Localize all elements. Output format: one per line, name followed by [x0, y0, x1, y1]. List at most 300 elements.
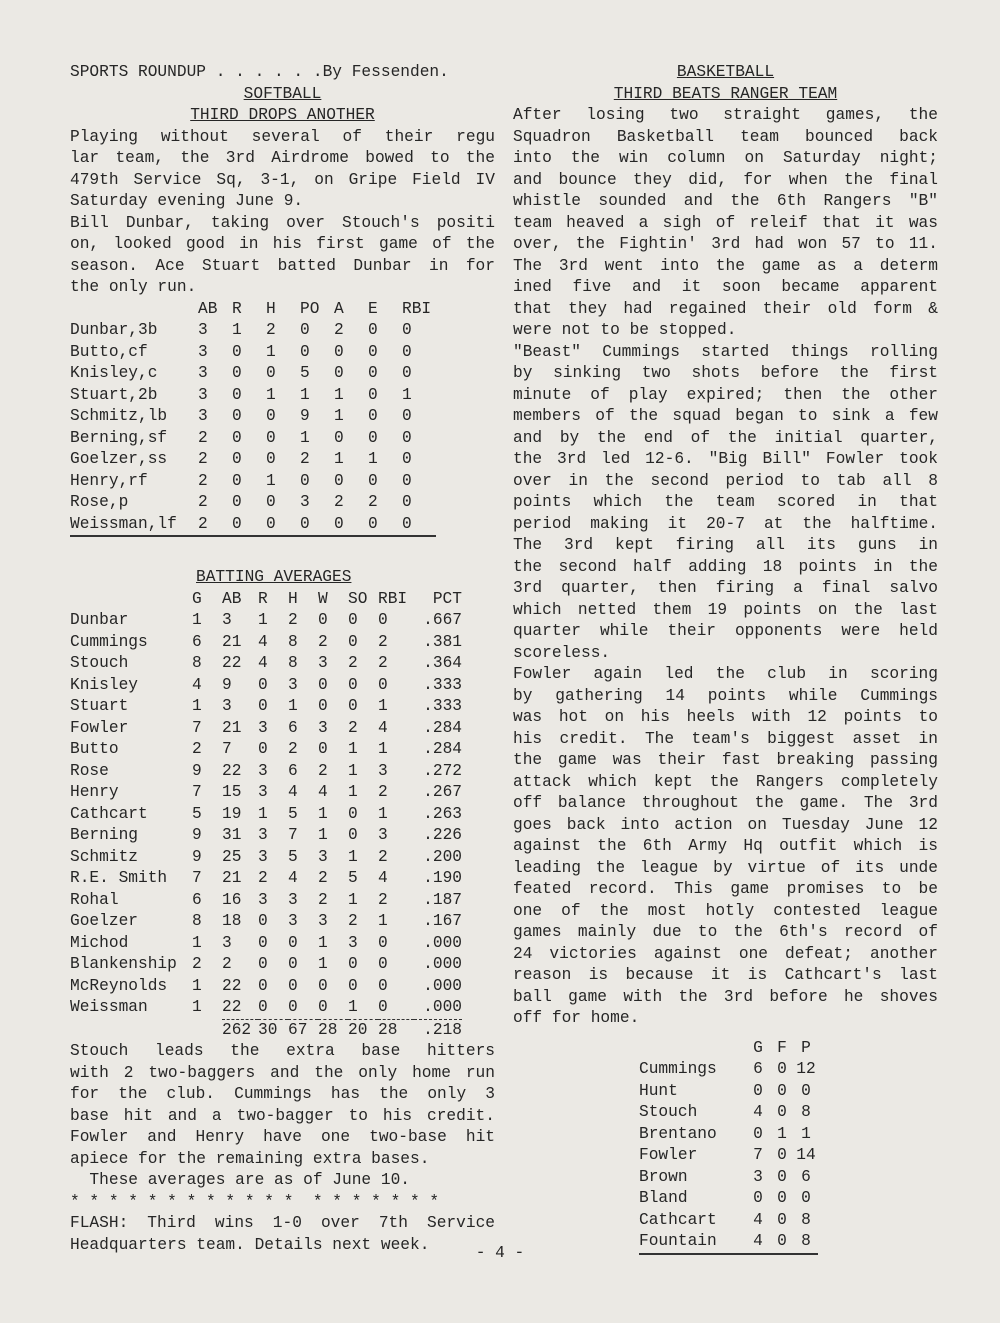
stat-cell: 21 [222, 718, 242, 737]
stat-cell: 0 [266, 407, 276, 425]
stat-cell: .284 [423, 740, 462, 758]
stat-cell: 3 [222, 611, 232, 629]
text-line: attack which kept the Rangers completely [513, 772, 938, 791]
text-line: over, the Fightin' 3rd had won 57 to 11. [513, 235, 938, 253]
stat-cell: 0 [348, 976, 358, 995]
player-name: Henry,rf [70, 471, 148, 490]
stat-cell: 0 [266, 428, 276, 447]
stat-cell: 4 [192, 675, 202, 694]
stat-cell: 2 [318, 761, 328, 780]
averages-row [70, 976, 462, 998]
stat-cell: 0 [402, 342, 412, 361]
stat-cell: .000 [423, 976, 462, 995]
stat-cell: .333 [423, 697, 462, 715]
text-line: scoreless. [513, 643, 611, 662]
stat-cell: 2 [198, 428, 208, 447]
col-header: R [232, 299, 242, 318]
text-line: Bill Dunbar, taking over Stouch's positi [70, 213, 495, 232]
stat-cell: 1 [232, 321, 242, 339]
stat-cell: 3 [198, 385, 208, 404]
scoring-row [639, 1124, 818, 1146]
col-header: PO [300, 299, 320, 318]
stat-cell: 4 [318, 783, 328, 801]
stat-cell: 2 [198, 493, 208, 511]
text-line: reason is because it is Cathcart's last [513, 966, 938, 984]
stat-cell: 1 [801, 1124, 811, 1143]
stat-cell: 1 [334, 407, 344, 425]
stat-cell: 1 [368, 450, 378, 468]
stat-cell: 6 [192, 890, 202, 909]
text-line: After losing two straight games, the [513, 106, 938, 124]
player-name: Michod [70, 933, 129, 952]
stat-cell: 4 [378, 869, 388, 887]
total-cell: .218 [414, 1019, 462, 1041]
averages-row [70, 696, 462, 718]
stat-cell: 8 [288, 654, 298, 672]
text-line: by gathering 14 points while Cummings [513, 686, 938, 705]
stat-cell: 2 [348, 912, 358, 930]
stat-cell: 1 [348, 740, 358, 758]
text-line: Squadron Basketball team bounced back [513, 127, 938, 146]
stat-cell: 0 [368, 385, 378, 404]
stat-cell: 0 [232, 385, 242, 404]
stat-cell: 0 [348, 632, 358, 651]
stat-cell: 0 [402, 450, 412, 468]
stat-cell: 2 [198, 471, 208, 490]
stat-cell: 3 [222, 697, 232, 715]
averages-row [70, 825, 462, 847]
stat-cell: 0 [801, 1081, 811, 1100]
scoring-row [639, 1145, 818, 1167]
player-name: Brown [639, 1167, 688, 1186]
text-line: Saturday evening June 9. [70, 192, 304, 210]
text-line: and by the end of the initial quarter, [513, 428, 938, 447]
stat-cell: 8 [794, 1231, 818, 1254]
box-score-row [70, 449, 436, 471]
text-line: against the 6th Army Hq outfit which is [513, 837, 938, 855]
stat-cell: 0 [334, 428, 344, 447]
stat-cell: 7 [192, 783, 202, 801]
player-name: Stuart [70, 697, 129, 715]
stat-cell: 3 [258, 826, 268, 844]
player-name: Fowler [70, 718, 129, 737]
stat-cell: 1 [378, 912, 388, 930]
col-header: F [777, 1038, 787, 1057]
stat-cell: 21 [222, 632, 242, 651]
stat-cell: 2 [318, 869, 328, 887]
stat-cell: 3 [198, 364, 208, 382]
stat-cell: .267 [423, 783, 462, 801]
stat-cell: 6 [192, 632, 202, 651]
stat-cell: 0 [232, 428, 242, 447]
section-title-basketball: BASKETBALL [676, 63, 775, 81]
stat-cell: 0 [300, 514, 334, 537]
stat-cell: 1 [288, 697, 298, 715]
stat-cell: 4 [378, 718, 388, 737]
col-header: G [753, 1038, 763, 1057]
softball-article-text [70, 127, 495, 299]
stat-cell: 22 [222, 654, 242, 672]
col-header: SO [348, 589, 368, 608]
stat-cell: 1 [266, 471, 276, 490]
stat-cell: 0 [777, 1060, 787, 1078]
stat-cell: 0 [258, 976, 268, 995]
text-line: on, looked good in his first game of the [70, 235, 495, 253]
stat-cell: 5 [288, 847, 298, 866]
averages-row [70, 761, 462, 783]
box-score-row [70, 471, 436, 493]
text-line: Fowler and Henry have one two-base hit [70, 1128, 495, 1146]
text-line: Playing without several of their regu [70, 127, 495, 146]
stat-cell: 3 [348, 933, 358, 952]
stat-cell: 22 [222, 976, 242, 995]
batting-averages-table [70, 589, 462, 1042]
stat-cell: 0 [258, 912, 268, 930]
player-name: Rose [70, 761, 109, 780]
stat-cell: 0 [258, 933, 268, 952]
stat-cell: 6 [288, 718, 298, 737]
player-name: McReynolds [70, 976, 168, 995]
averages-row [70, 847, 462, 869]
stat-cell: 3 [378, 761, 388, 780]
stat-cell: 1 [348, 847, 358, 866]
player-name: Cummings [639, 1060, 717, 1078]
stat-cell: 0 [777, 1189, 787, 1207]
page-number: - 4 - [475, 1244, 525, 1262]
stat-cell: 1 [192, 611, 202, 629]
batting-averages-title: BATTING AVERAGES [196, 568, 352, 586]
stat-cell: 2 [266, 321, 276, 339]
text-line: ined five and it soon became apparent [513, 278, 938, 296]
stat-cell: 2 [348, 654, 358, 672]
headline-basketball: THIRD BEATS RANGER TEAM [613, 84, 838, 103]
stat-cell: 7 [222, 740, 232, 758]
stat-cell: .000 [423, 955, 462, 973]
stat-cell: 2 [258, 869, 268, 887]
text-line: ball game with the 3rd before he shoves [513, 987, 938, 1006]
text-line: whistle sounded and the 6th Rangers "B" [513, 192, 938, 210]
stat-cell: 3 [258, 761, 268, 780]
stat-cell: 3 [198, 407, 208, 425]
stat-cell: 1 [318, 826, 328, 844]
stat-cell: 0 [288, 933, 298, 952]
stat-cell: 8 [801, 1103, 811, 1121]
stat-cell: 0 [232, 493, 242, 511]
stat-cell: 2 [318, 890, 328, 909]
stat-cell: 1 [318, 804, 328, 823]
stat-cell: .000 [423, 998, 462, 1016]
stat-cell: 8 [192, 654, 202, 672]
col-header: A [334, 299, 344, 318]
col-header: H [266, 299, 276, 318]
player-name: Stouch [70, 654, 129, 672]
stat-cell: 0 [368, 342, 378, 361]
stat-cell: 4 [753, 1210, 763, 1229]
text-line: over in the second period to tab all 8 [513, 471, 938, 490]
stat-cell: 3 [318, 654, 328, 672]
total-cell: 20 [348, 1019, 378, 1041]
stat-cell: 3 [258, 890, 268, 909]
player-name: Goelzer [70, 912, 138, 930]
stat-cell: .263 [423, 804, 462, 823]
averages-row [70, 911, 462, 933]
stat-cell: 0 [753, 1189, 763, 1207]
stat-cell: 0 [777, 1103, 787, 1121]
stat-cell: 22 [222, 998, 242, 1016]
stat-cell: .381 [423, 632, 462, 651]
stat-cell: 0 [777, 1167, 787, 1186]
stat-cell: 0 [777, 1210, 787, 1229]
text-line: 479th Service Sq, 3-1, on Gripe Field IV [70, 170, 495, 189]
stat-cell: 31 [222, 826, 242, 844]
text-line: The 3rd kept firing all its guns in [513, 536, 938, 554]
stat-cell: 0 [318, 697, 328, 715]
player-name: Rose,p [70, 493, 129, 511]
stat-cell: 0 [232, 450, 242, 468]
box-score-table [70, 299, 436, 538]
stat-cell: 9 [300, 407, 310, 425]
stat-cell: 15 [222, 783, 242, 801]
stat-cell: 0 [232, 471, 242, 490]
stat-cell: 6 [801, 1167, 811, 1186]
averages-row [70, 804, 462, 826]
stat-cell: 7 [753, 1146, 763, 1164]
stat-cell: 2 [378, 783, 388, 801]
stat-cell: 1 [348, 998, 358, 1016]
text-line: the second half adding 18 points in the [513, 557, 938, 576]
player-name: Cathcart [70, 804, 148, 823]
scoring-header-row [639, 1038, 818, 1060]
box-score-row [70, 385, 436, 407]
averages-row [70, 890, 462, 912]
player-name: Weissman [70, 998, 148, 1017]
text-line: with 2 two-baggers and the only home run [70, 1063, 495, 1082]
stat-cell: 2 [192, 740, 202, 758]
text-line: minute of play expired; then the other [513, 385, 938, 404]
stat-cell: 1 [192, 697, 202, 715]
text-line: leading the league by virtue of its unde [513, 858, 938, 877]
flash-line: FLASH: Third wins 1-0 over 7th Service [70, 1214, 495, 1232]
player-name: Henry [70, 783, 119, 801]
totals-spacer [70, 1019, 192, 1041]
averages-row [70, 954, 462, 976]
col-header: AB [222, 589, 242, 608]
text-line: 3rd quarter, then firing a final salvo [513, 579, 938, 597]
player-name: R.E. Smith [70, 869, 168, 887]
section-title-softball: SOFTBALL [243, 84, 322, 103]
text-line: were not to be stopped. [513, 321, 737, 339]
player-name: Cummings [70, 632, 148, 651]
stat-cell: 3 [258, 847, 268, 866]
player-name: Cathcart [639, 1210, 717, 1229]
stat-cell: 1 [266, 342, 276, 361]
stat-cell: 0 [232, 514, 266, 537]
stat-cell: 3 [318, 718, 328, 737]
stat-cell: 5 [300, 364, 310, 382]
stat-cell: 8 [801, 1210, 811, 1229]
stat-cell: 2 [378, 847, 388, 866]
col-header: R [258, 589, 268, 608]
stat-cell: 9 [222, 675, 232, 694]
stat-cell: 0 [334, 342, 344, 361]
box-score-row [70, 406, 436, 428]
text-line: into the win column on Saturday night; [513, 149, 938, 167]
averages-header-row [70, 589, 462, 611]
stat-cell: 0 [258, 998, 268, 1016]
text-line: "Beast" Cummings started things rolling [513, 342, 938, 361]
stat-cell: 1 [378, 804, 388, 823]
stat-cell: 1 [378, 697, 388, 715]
stat-cell: 12 [796, 1060, 816, 1078]
stat-cell: 1 [334, 450, 344, 468]
text-line: team heaved a sigh of releif that it was [513, 213, 938, 232]
stat-cell: 4 [288, 869, 298, 887]
box-score-row [70, 514, 436, 537]
stat-cell: 0 [258, 675, 268, 694]
stat-cell: 9 [192, 761, 202, 780]
stat-cell: 4 [746, 1231, 770, 1254]
stat-cell: 0 [232, 342, 242, 361]
text-line: by sinking two shots before the first [513, 364, 938, 382]
stat-cell: 0 [378, 998, 388, 1016]
stat-cell: 0 [402, 493, 412, 511]
stat-cell: 3 [378, 826, 388, 844]
stat-cell: 0 [258, 955, 268, 973]
stat-cell: 0 [378, 955, 388, 973]
stat-cell: 0 [258, 697, 268, 715]
stat-cell: 1 [258, 611, 268, 629]
stat-cell: 0 [300, 471, 310, 490]
stat-cell: 1 [192, 933, 202, 952]
stat-cell: 0 [753, 1124, 763, 1143]
player-name: Fountain [639, 1231, 746, 1254]
text-line: games mainly due to the 6th's record of [513, 923, 938, 941]
stat-cell: 0 [266, 514, 300, 537]
text-line: period making it 20-7 at the halftime. [513, 514, 938, 533]
stat-cell: 5 [348, 869, 358, 887]
stat-cell: .200 [423, 847, 462, 866]
stat-cell: 0 [266, 493, 276, 511]
stat-cell: 4 [258, 632, 268, 651]
stat-cell: 8 [288, 632, 298, 651]
stat-cell: 3 [318, 912, 328, 930]
stat-cell: 1 [266, 385, 276, 404]
averages-row [70, 675, 462, 697]
stat-cell: 22 [222, 761, 242, 780]
total-cell: 28 [318, 1019, 348, 1041]
stat-cell: 3 [300, 493, 310, 511]
stat-cell: .667 [423, 611, 462, 629]
stat-cell: 18 [222, 912, 242, 930]
stat-cell: 0 [348, 804, 358, 823]
stat-cell: 3 [258, 718, 268, 737]
stat-cell: 2 [368, 493, 378, 511]
stat-cell: 0 [368, 321, 378, 339]
stat-cell: 1 [318, 933, 328, 952]
stat-cell: 0 [318, 740, 328, 758]
stat-cell: .284 [423, 718, 462, 737]
player-name: Stouch [639, 1103, 698, 1121]
stat-cell: .333 [423, 675, 462, 694]
text-line: Fowler again led the club in scoring [513, 665, 938, 683]
stat-cell: 7 [192, 718, 202, 737]
headline-softball: THIRD DROPS ANOTHER [190, 106, 375, 124]
text-line: the 3rd led 12-6. "Big Bill" Fowler took [513, 450, 938, 468]
stat-cell: 2 [348, 718, 358, 737]
stat-cell: 6 [288, 761, 298, 780]
stat-cell: 2 [300, 450, 310, 468]
text-line: points which the team scored in that [513, 493, 938, 511]
player-name: Goelzer,ss [70, 450, 168, 468]
box-score-header-row [70, 299, 436, 321]
stat-cell: 0 [348, 697, 358, 715]
stat-cell: 1 [192, 976, 202, 995]
text-line: The 3rd went into the game as a determ [513, 256, 938, 275]
stat-cell: 4 [288, 783, 298, 801]
stat-cell: 2 [318, 632, 328, 651]
text-line: which netted them 19 points on the last [513, 600, 938, 619]
stat-cell: 2 [288, 611, 298, 629]
stat-cell: 9 [192, 847, 202, 866]
stat-cell: 0 [334, 364, 344, 382]
text-line: one of the most hotly contested league [513, 901, 938, 920]
player-name: Rohal [70, 890, 119, 909]
stat-cell: 5 [288, 804, 298, 823]
stat-cell: 1 [348, 890, 358, 909]
total-cell: 30 [258, 1019, 288, 1041]
stat-cell: 3 [288, 890, 298, 909]
averages-row [70, 632, 462, 654]
stat-cell: 0 [334, 471, 344, 490]
stat-cell: 0 [378, 675, 388, 694]
stat-cell: 1 [348, 761, 358, 780]
stat-cell: 2 [378, 890, 388, 909]
totals-spacer [192, 1019, 222, 1041]
stat-cell: 0 [318, 675, 328, 694]
stat-cell: 0 [402, 471, 412, 490]
stat-cell: 2 [288, 740, 298, 758]
stat-cell: 0 [368, 364, 378, 382]
basketball-scoring-table [639, 1038, 818, 1255]
col-header: PCT [432, 589, 462, 608]
stat-cell: 3 [198, 342, 208, 361]
stat-cell: 2 [198, 450, 208, 468]
col-header: AB [198, 299, 218, 318]
stat-cell: 25 [222, 847, 242, 866]
scoring-row [639, 1167, 818, 1189]
stat-cell: 0 [402, 428, 412, 447]
stat-cell: 16 [222, 890, 242, 909]
text-line: the only run. [70, 278, 197, 296]
stat-cell: 0 [402, 407, 412, 425]
col-header: G [192, 589, 202, 608]
player-name: Knisley,c [70, 364, 158, 382]
player-name: Berning,sf [70, 428, 168, 447]
stat-cell: 1 [300, 428, 310, 447]
basketball-article-text [513, 105, 938, 1030]
stat-cell: 2 [192, 955, 202, 973]
text-line: 24 victories against one defeat; another [513, 944, 938, 963]
stat-cell: .000 [423, 933, 462, 952]
averages-totals-row [70, 1019, 462, 1041]
stat-cell: 0 [777, 1081, 787, 1100]
text-line: for the club. Cummings has the only 3 [70, 1085, 495, 1103]
text-line: apiece for the remaining extra bases. [70, 1149, 430, 1168]
stat-cell: 1 [402, 385, 412, 404]
col-header: H [288, 589, 298, 608]
text-line: lar team, the 3rd Airdrome bowed to the [70, 149, 495, 167]
box-score-row [70, 320, 436, 342]
